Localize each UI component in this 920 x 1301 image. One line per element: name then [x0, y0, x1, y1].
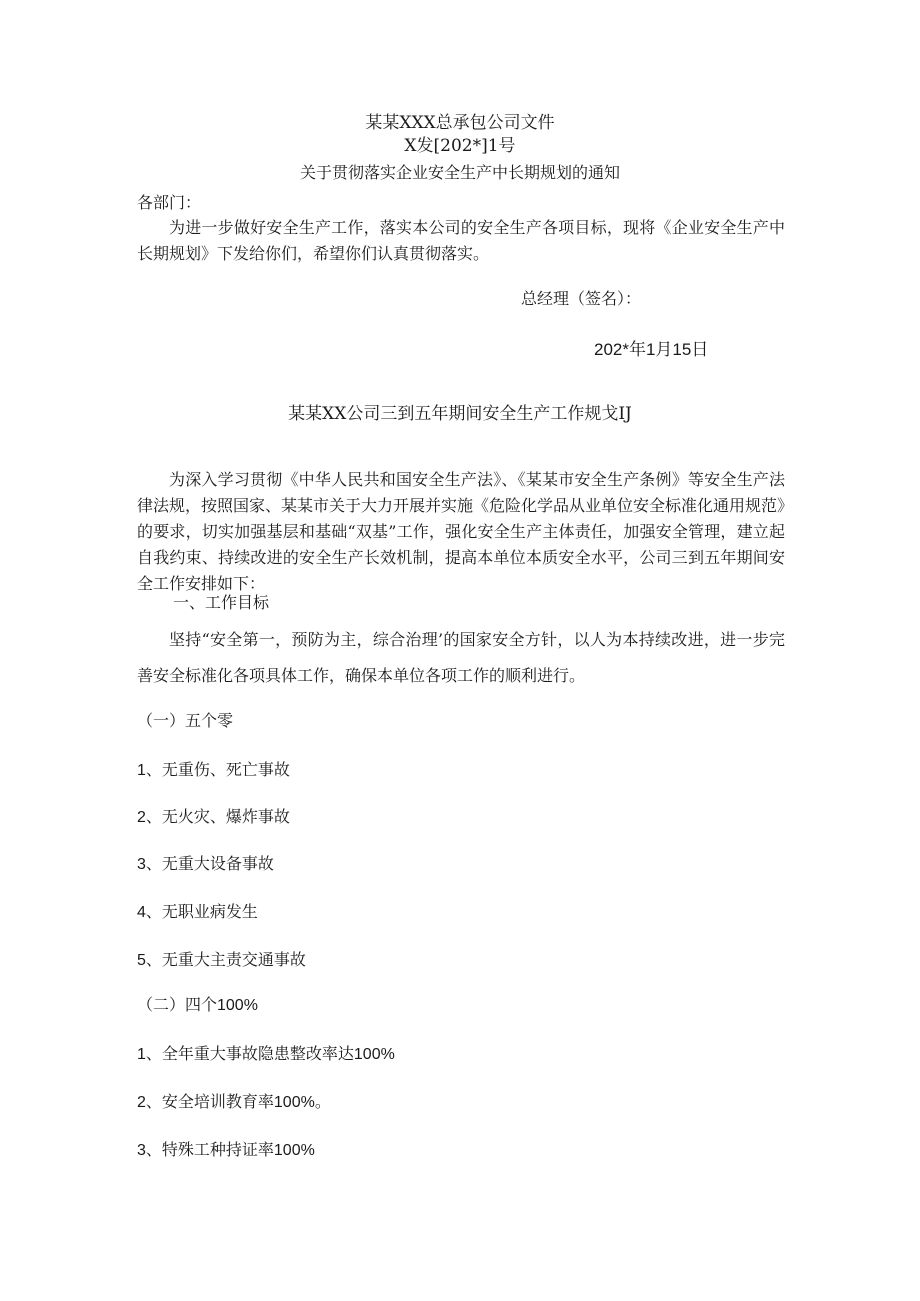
- list-item: 1、无重伤、死亡事故: [137, 762, 290, 779]
- list-item: 2、安全培训教育率100%。: [137, 1094, 331, 1111]
- plan-title: 某某XX公司三到五年期间安全生产工作规戈IJ: [288, 404, 632, 424]
- salutation: 各部门：: [137, 193, 202, 212]
- list-item: 5、无重大主责交通事故: [137, 952, 306, 969]
- section-body-work-goals: 坚持“安全第一，预防为主，综合治理’的国家安全方针，以人为本持续改进，进一步完善安全标准化各项具体工作，确保本单位各项工作的顺利进行。: [137, 630, 785, 685]
- company-file-title: 某某XXX总承包公司文件: [365, 113, 555, 133]
- list-item: 1、全年重大事故隐患整改率达100%: [137, 1046, 395, 1063]
- list-item: 3、特殊工种持证率100%: [137, 1142, 315, 1159]
- manager-signature: 总经理（签名）：: [521, 289, 642, 308]
- list-item: 2、无火灾、爆炸事故: [137, 809, 290, 826]
- notice-body: 为进一步做好安全生产工作，落实本公司的安全生产各项目标，现将《企业安全生产中长期规划》下发给你们，希望你们认真贯彻落实。: [137, 218, 785, 263]
- list-item: 3、无重大设备事故: [137, 856, 274, 873]
- document-number: X发[202*]1号: [404, 136, 516, 156]
- list-item: 4、无职业病发生: [137, 904, 258, 921]
- section-heading-work-goals: 一、工作目标: [173, 593, 270, 612]
- five-zero-heading: （一）五个零: [137, 711, 234, 730]
- notice-date: 202*年1月15日: [594, 340, 709, 359]
- four-hundred-heading: （二）四个100%: [137, 997, 258, 1014]
- plan-intro: 为深入学习贯彻《中华人民共和国安全生产法》、《某某市安全生产条例》等安全生产法律法规，按照国家、某某市关于大力开展并实施《危险化学品从业单位安全标准化通用规范》的要求，切实加强基层和基础“双基”工作，强化安全生产主体责任，加强安全管理，建立起自我约束、持续改进的安全生产长效机制，提高本单位本质安全水平，公司三到五年期间安全工作安排如下：: [137, 470, 786, 593]
- notice-title: 关于贯彻落实企业安全生产中长期规划的通知: [299, 163, 620, 182]
